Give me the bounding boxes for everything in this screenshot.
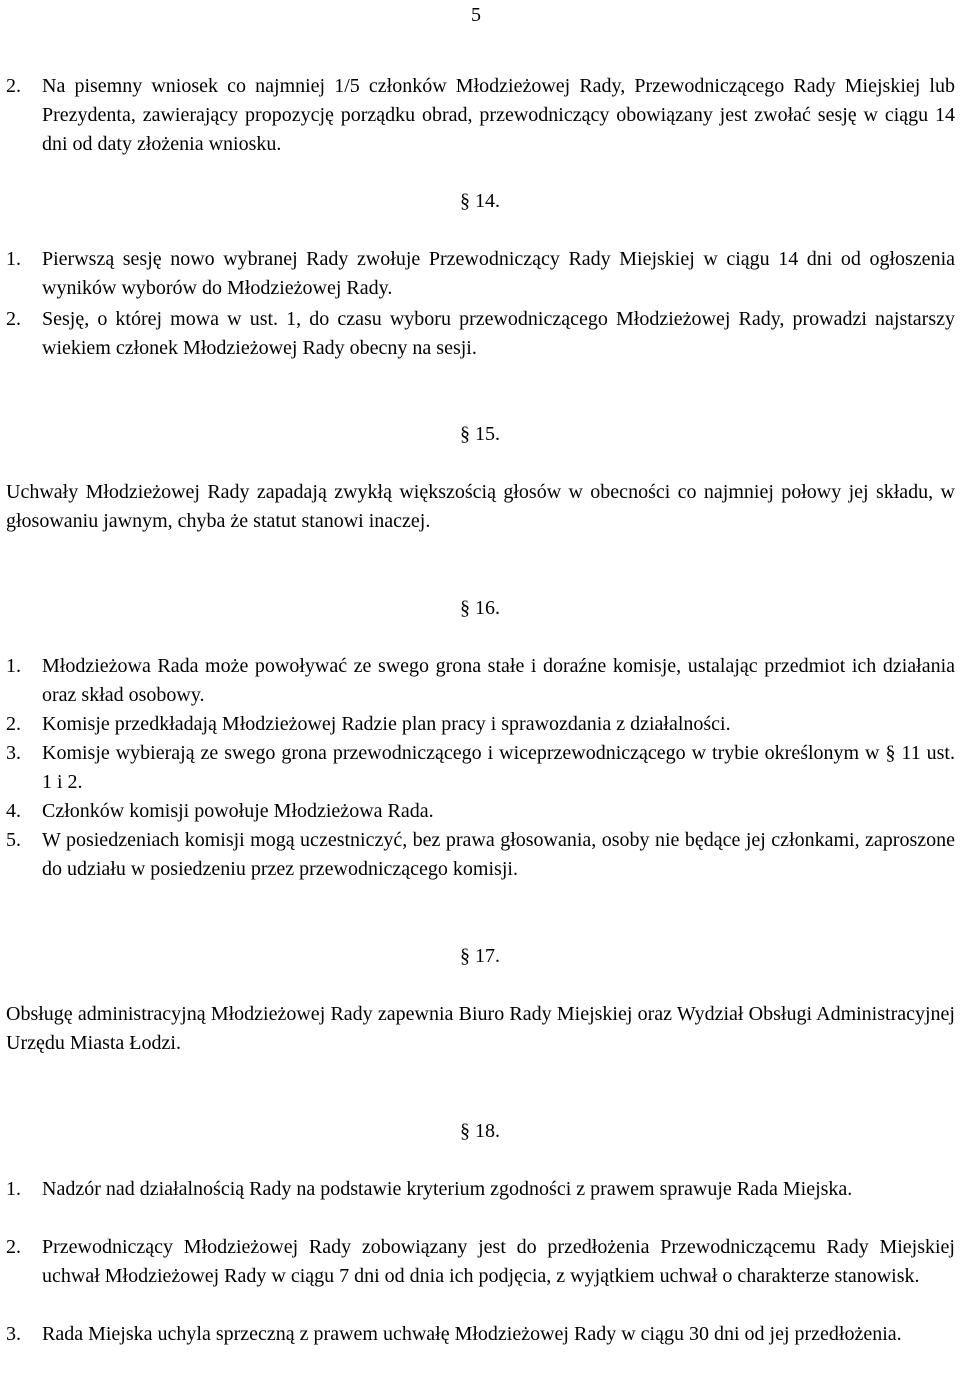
item-text: Nadzór nad działalnością Rady na podstawie kryterium zgodności z prawem sprawuje Rada Miejska. xyxy=(42,1178,853,1200)
section-heading-17: § 17. xyxy=(460,945,500,967)
paragraph: Uchwały Młodzieżowej Rady zapadają zwykłą większością głosów w obecności co najmniej połowy jej składu, w głosowaniu jawnym, chyba że statut stanowi inaczej. xyxy=(6,481,955,532)
section-heading-18: § 18. xyxy=(460,1120,500,1142)
list-item xyxy=(6,739,955,797)
list-item xyxy=(6,305,955,363)
section-heading-15: § 15. xyxy=(460,423,500,445)
item-text: Członków komisji powołuje Młodzieżowa Rada. xyxy=(42,800,434,822)
list-item xyxy=(6,72,955,159)
item-text: W posiedzeniach komisji mogą uczestniczyć, bez prawa głosowania, osoby nie będące jej członkami, zaproszone do udziału w posiedzeniu przez przewodniczącego komisji. xyxy=(42,829,955,880)
item-number: 1. xyxy=(6,655,21,677)
item-text: Przewodniczący Młodzieżowej Rady zobowiązany jest do przedłożenia Przewodniczącemu Rady Miejskiej uchwał Młodzieżowej Rady w ciągu 7 dni od dnia ich podjęcia, z wyjątkiem uchwał o charakterze stanowisk. xyxy=(42,1236,955,1287)
item-text: Pierwszą sesję nowo wybranej Rady zwołuje Przewodniczący Rady Miejskiej w ciągu 14 dni od ogłoszenia wyników wyborów do Młodzieżowej Rady. xyxy=(42,248,955,299)
item-text: Komisje przedkładają Młodzieżowej Radzie plan pracy i sprawozdania z działalności. xyxy=(42,713,731,735)
list-item xyxy=(6,710,955,739)
item-text: Rada Miejska uchyla sprzeczną z prawem uchwałę Młodzieżowej Rady w ciągu 30 dni od jej przedłożenia. xyxy=(42,1323,902,1345)
item-number: 1. xyxy=(6,248,21,270)
item-number: 2. xyxy=(6,308,21,330)
item-number: 2. xyxy=(6,1236,21,1258)
list-item xyxy=(6,1175,955,1204)
list-item xyxy=(6,1320,955,1349)
list-item xyxy=(6,652,955,710)
item-text: Młodzieżowa Rada może powoływać ze swego grona stałe i doraźne komisje, ustalając przedmiot ich działania oraz skład osobowy. xyxy=(42,655,955,706)
item-number: 1. xyxy=(6,1178,21,1200)
list-item xyxy=(6,826,955,884)
item-number: 5. xyxy=(6,829,21,851)
item-number: 3. xyxy=(6,1323,21,1345)
item-number: 2. xyxy=(6,713,21,735)
item-number: 3. xyxy=(6,742,21,764)
list-item xyxy=(6,245,955,303)
list-item xyxy=(6,797,955,826)
item-number: 2. xyxy=(6,75,21,97)
section-heading-16: § 16. xyxy=(460,597,500,619)
item-text: Komisje wybierają ze swego grona przewodniczącego i wiceprzewodniczącego w trybie określonym w § 11 ust. 1 i 2. xyxy=(42,742,955,793)
page-number: 5 xyxy=(471,4,481,26)
section-heading-14: § 14. xyxy=(460,190,500,212)
paragraph: Obsługę administracyjną Młodzieżowej Rady zapewnia Biuro Rady Miejskiej oraz Wydział Obsługi Administracyjnej Urzędu Miasta Łodzi. xyxy=(6,1003,955,1054)
item-text: Na pisemny wniosek co najmniej 1/5 członków Młodzieżowej Rady, Przewodniczącego Rady Miejskiej lub Prezydenta, zawierający propozycję porządku obrad, przewodniczący obowiązany jest zwołać sesję w ciągu 14 dni od daty złożenia wniosku. xyxy=(42,75,955,155)
item-text: Sesję, o której mowa w ust. 1, do czasu wyboru przewodniczącego Młodzieżowej Rady, prowadzi najstarszy wiekiem członek Młodzieżowej Rady obecny na sesji. xyxy=(42,308,955,359)
item-number: 4. xyxy=(6,800,21,822)
list-item xyxy=(6,1233,955,1291)
